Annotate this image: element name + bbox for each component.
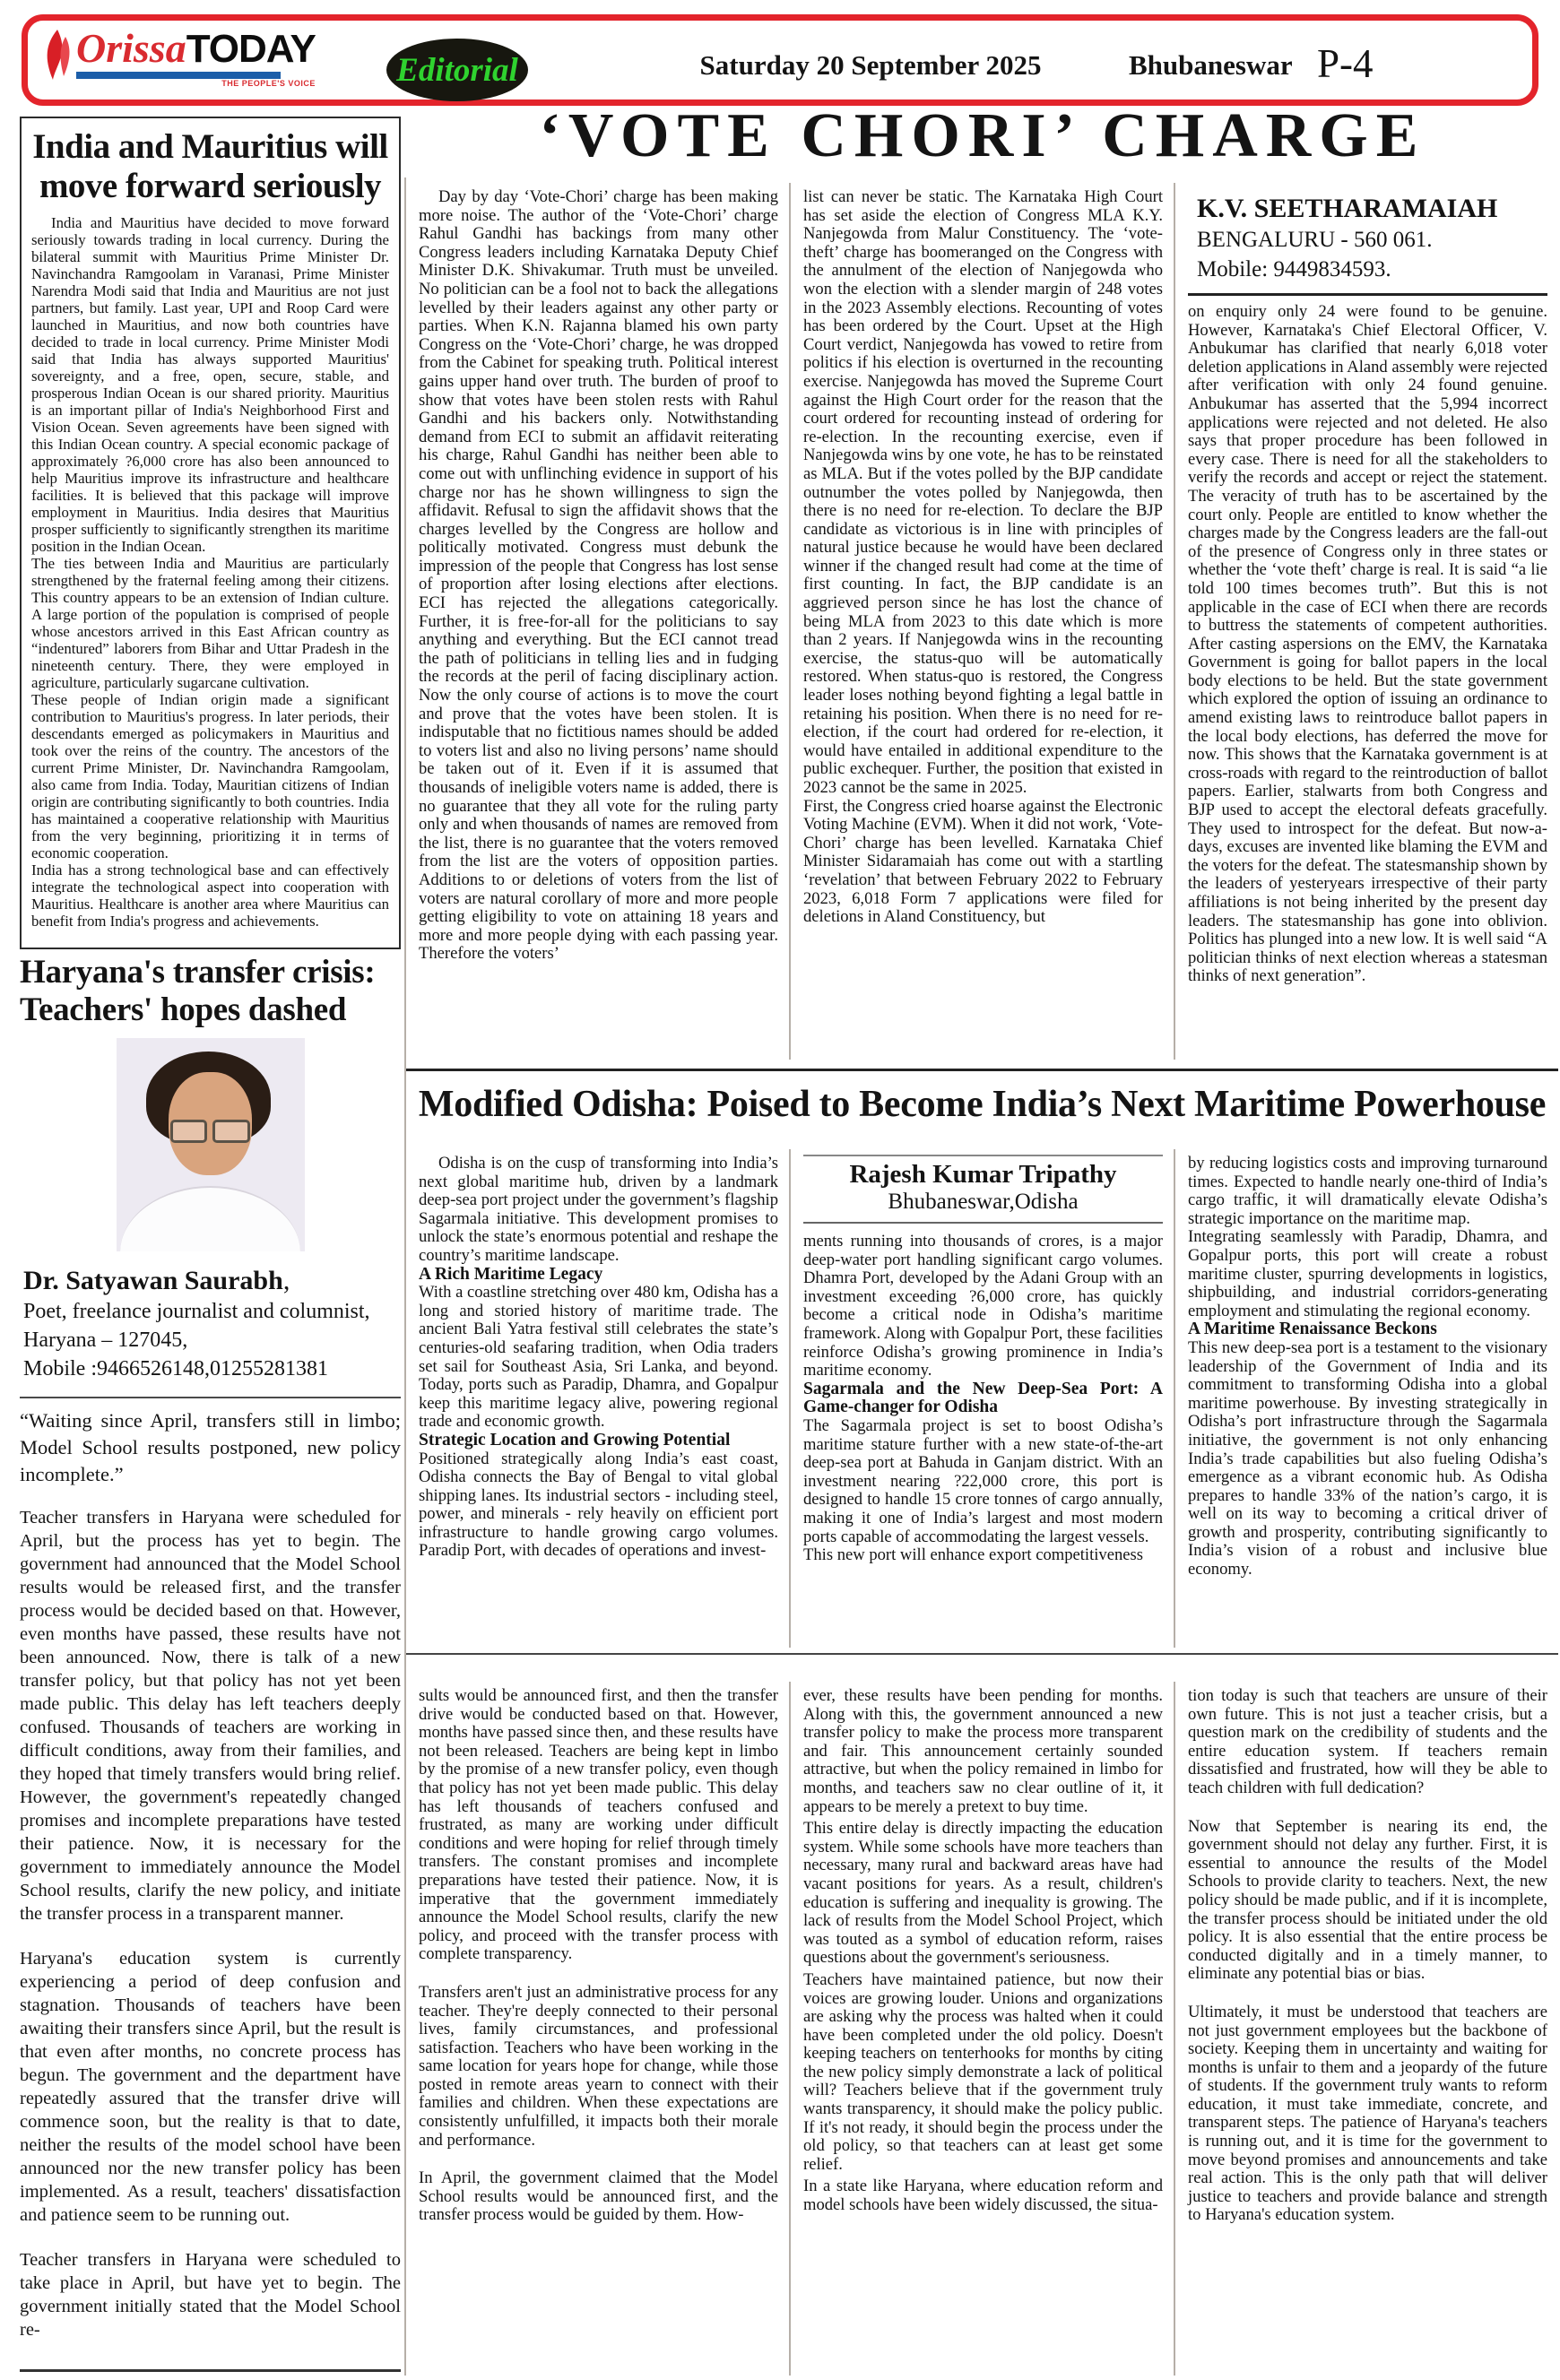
author-details [20,1298,401,1384]
paragraph: Odisha is on the cusp of transforming into India’s next global maritime hub, driven by a landmark deep-sea port project under the government’s flagship Sagarmala initiative. This development promises to unlock the state’s enormous potential and reshape the country’s maritime landscape. [419,1154,778,1265]
mauritius-article-title: India and Mauritius will move forward seriously [32,127,388,205]
haryana-article-title: Haryana's transfer crisis: Teachers' hopes dashed [20,954,376,1029]
paragraph: First, the Congress cried hoarse against the Electronic Voting Machine (EVM). When it did not work, ‘Vote-Chori’ charge has been levelled. Karnataka Chief Minister Sidaramaiah has come out with a startling ‘revelation’ that between February 2022 to February 2023, 6,018 Form 7 applications were filed for deletions in Aland Constituency, but [803,796,1163,927]
photo-shirt-shape [120,1186,301,1251]
section-subhead: Strategic Location and Growing Potential [419,1430,731,1450]
paragraph: With a coastline stretching over 480 km, Odisha has a long and storied history of maritime trade. The ancient Bali Yatra festival still celebrates the state’s centuries-old seafaring tradition, when Odia traders set sail for Southeast Asia, Sri Lanka, and beyond. Today, ports such as Paradip, Dhamra, and Gopalpur keep this maritime legacy alive, powering regional trade and economic growth. [419,1283,778,1432]
paragraph: Now that September is nearing its end, the government should not delay any further. First, it is essential to announce the results of the Model Schools to provide clarity to teachers. Next, the new policy should be made public, and if it is incomplete, the transfer process should be initiated under the old policy. It is also essential that the entire process be conducted digitally and in a timely manner, to eliminate any potential bias or bias. [1188,1816,1547,1984]
odisha-headline: Modified Odisha: Poised to Become India’s Next Maritime Powerhouse [418,1084,1547,1125]
bottom-col-1 [406,1682,789,2376]
odisha-byline-box [803,1155,1163,1224]
odisha-col-1 [406,1149,789,1648]
paragraph: This new deep-sea port is a testament to the visionary leadership of the Government of India and its commitment to transforming Odisha into a global maritime powerhouse. By investing strategically in Odisha’s port infrastructure through the Sagarmala initiative, the government is not only enhancing India’s trade capabilities but also fueling Odisha’s emergence as a vibrant economic hub. As Odisha prepares to handle 33% of the nation’s cargo, it is well on its way to becoming a critical driver of growth and prosperity, contributing significantly to India’s vision of a robust and inclusive blue economy. [1188,1337,1547,1579]
paragraph: In a state like Haryana, where education reform and model schools have been widely discussed, the situa- [803,2177,1163,2215]
paragraph: Transfers aren't just an administrative process for any teacher. They're deeply connected to their personal lives, family circumstances, and professional satisfaction. Teachers who have been working in the same location for years hope for change, while those posted in remote areas yearn to connect with their families and children. When these expectations are consistently unfulfilled, it impacts both their morale and performance. [419,1982,778,2150]
logo-underline-bar [76,72,281,79]
paragraph: Teachers have maintained patience, but now their voices are growing louder. Unions and organizations are asking why the process was halted when it could have been completed under the old policy. Doesn't keeping teachers on tenterhooks for months by citing the new policy simply demonstrate a lack of political will? Teachers believe that if the government truly wants transparency, it should make the policy public. If it's not ready, it should begin the process under the old policy, so that teachers can at least get some relief. [803,1969,1163,2174]
bottom-columns [406,1682,1558,2376]
bottom-col-3 [1174,1682,1558,2376]
odisha-byline-place: Bhubaneswar,Odisha [888,1190,1079,1214]
logo-wordmark [76,25,316,71]
contributor-mobile: Mobile: 9449834593. [1197,256,1391,281]
mauritius-article-body [31,214,389,930]
bottom-section-rule [406,1653,1558,1655]
vote-chori-columns [406,183,1558,1060]
paragraph: Teacher transfers in Haryana were scheduled to take place in April, but have yet to begin. The government initially stated that the Model School re- [20,2250,401,2341]
paragraph: Haryana's education system is currently experiencing a period of deep confusion and stagnation. Thousands of teachers have been awaiting their transfers since April, but the result is that even after months, no concrete process has begun. The government and the department have repeatedly assured that the transfer drive will commence soon, but the reality is that to date, neither the results of the model school have been announced nor the new transfer policy has been implemented. As a result, teachers' dissatisfaction and patience seem to be running out. [20,1949,401,2226]
paragraph: Ultimately, it must be understood that teachers are not just government employees but the backbone of society. Keeping them in uncertainty and waiting for months is unfair to them and a jeopardy of the future of students. If the government truly wants to reform education, it must take immediate, concrete, and transparent steps. The patience of Haryana's teachers is running out, and it is time for the government to move beyond promises and announcements and take real action. This is the only path that will deliver justice to teachers and provide balance and strength to Haryana's education system. [1188,2002,1547,2225]
page-number: P-4 [1317,41,1374,86]
divider-rule [20,1397,401,1398]
paragraph: India and Mauritius have decided to move forward seriously towards trading in local currency. During the bilateral summit with Mauritius Prime Minister Dr. Navinchandra Ramgoolam in Varanasi, Prime Minister Narendra Modi said that India and Mauritius are not just partners, but family. Last year, UPI and Roop Card were launched in Mauritius, and now both countries have decided to trade in local currency. Prime Minister Modi said that India has always supported Mauritius' sovereignty, and a free, open, secure, stable, and prosperous Indian Ocean is our shared priority. Mauritius is an important pillar of India's Neighborhood First and Vision Ocean. Seven agreements have been signed with this Indian Ocean country. A special economic package of approximately ?6,000 crore has also been announced to help Mauritius improve its infrastructure and healthcare facilities. It is believed that this package will improve employment in Mauritius. India desires that Mauritius prosper sufficiently to significantly strengthen its maritime position in the Indian Ocean. [31,214,389,556]
paragraph: ever, these results have been pending for months. Along with this, the government announced a new transfer policy to make the process more transparent and fair. This announcement certainly sounded attractive, but when the policy remained in limbo for months, and teachers saw no clear outline of it, it appears to be merely a pretext to buy time. [803,1686,1163,1816]
contributor-city: BENGALURU - 560 061. [1197,228,1433,252]
contributor-name: K.V. SEETHARAMAIAH [1197,194,1498,223]
paragraph: Day by day ‘Vote-Chori’ charge has been making more noise. The author of the ‘Vote-Chori’ charge Rahul Gandhi has backings from many other Congress leaders including Karnataka Deputy Chief Minister D.K. Shivakumar. Truth must be unveiled. No politician can be a fool not to back the allegations levelled by their leaders against any other party or parties. When K.N. Rajanna blamed his own party Congress on the ‘Vote-Chori’ charge, he was dropped from the Cabinet for speaking truth. Political interest gains upper hand over truth. The burden of proof to show that votes have been stolen rests with Rahul Gandhi and his backers only. Notwithstanding demand from ECI to submit an affidavit reiterating his charge, Rahul Gandhi has neither been able to come out with unflinching evidence in support of his charge nor has he shown willingness to sign the affidavit. Refusal to sign the affidavit shows that the charges levelled by the Congress are hollow and politically motivated. Congress must debunk the impression of the people that Congress has lost sense of proportion after losing elections after elections. ECI has rejected the allegations categorically. Further, it is free-for-all for the politicians to say anything and everything. But the ECI cannot tread the path of politicians in telling lies and in fudging the records at the peril of facing disciplinary action. Now the only course of actions is to move the court and prove that the votes have been stolen. It is indisputable that no fictitious names should be added to voters list and also no living persons’ name should be taken out of it. Even if it is assumed that thousands of ineligible voters name is added, there is no guarantee that they all vote for the ruling party only and when thousands of names are removed from the list, there is no guarantee that the voters removed from the list are the voters of opposition parties. Additions to or deletions of voters from the list of voters are natural corollary of more and more people getting eligibility to vote on attaining 18 years and more and more people dying with each passing year. Therefore the voters’ [419,187,778,964]
author-detail-line: Poet, freelance journalist and columnist, [23,1300,370,1324]
odisha-byline-name: Rajesh Kumar Tripathy [849,1160,1117,1189]
paragraph: list can never be static. The Karnataka High Court has set aside the election of Congress MLA K.Y. Nanjegowda from Malur Constituency. The ‘vote-theft’ charge has boomeranged on the Congress with the annulment of the election of Nanjegowda who won the election with a slender margin of 248 votes in the 2023 Assembly elections. Recounting of votes has been ordered by the Court. Upset at the High Court verdict, Nanjegowda has vowed to retire from politics if his election is overturned in the recounting exercise. Nanjegowda has moved the Supreme Court against the High Court order for the reason that the court ordered for recounting instead of ordering for re-election. In the recounting exercise, even if Nanjegowda wins by one vote, he has to be reinstated as MLA. But if the votes polled by the BJP candidate outnumber the votes polled by Nanjegowda, then there is no need for re-election. To declare the BJP candidate as victorious is in line with principles of natural justice because he would have been declared winner if the changed result had come at the time of first counting. In fact, the BJP candidate is an aggrieved person since he has lost the chance of being MLA from 2023 to this date which is more than 2 years. If Nanjegowda wins in the recounting exercise, the status-quo will be automatically restored. When status-quo is restored, the Congress leader loses nothing beyond fighting a legal battle in retaining his position. When there is no need for re-election, if the court had ordered for re-election, it would have entailed in additional expenditure to the public exchequer. Further, the position that existed in 2023 cannot be the same in 2025. [803,187,1163,797]
section-subhead: Sagarmala and the New Deep-Sea Port: A Game-changer for Odisha [803,1379,1163,1417]
section-subhead: A Rich Maritime Legacy [419,1264,603,1284]
vote-chori-col-2 [789,183,1174,1060]
left-column-bottom-rule [20,2369,401,2372]
paragraph: Integrating seamlessly with Paradip, Dhamra, and Gopalpur ports, this port will create a robust maritime cluster, spurring developments in logistics, shipbuilding, and industrial corridors-generating employment and stimulating the regional economy. [1188,1227,1547,1320]
paragraph: India has a strong technological base and can effectively integrate the technological aspect into cooperation with Mauritius. Healthcare is another area where Mauritius can benefit from India's progress and achievements. [31,861,389,930]
author-name: Dr. Satyawan Saurabh, [23,1266,290,1296]
photo-glasses-shape [170,1120,249,1143]
logo-bold-text: TODAY [186,27,316,71]
vote-chori-col-3-body [1188,303,1547,986]
haryana-article [20,954,401,2368]
vote-chori-col-3 [1174,183,1558,1060]
odisha-col-3 [1174,1149,1558,1648]
paragraph: Teacher transfers in Haryana were scheduled for April, but the process has yet to begin. The government had announced that the Model School results would be released first, and the transfer process would be decided based on that. However, even months have passed, these results have not been announced. Now, there is talk of a new transfer policy, but that policy has not yet been made public. This delay has left teachers deeply confused. Thousands of teachers are working in difficult conditions, away from their families, and they hoped that timely transfers would bring relief. However, the government's repeatedly changed promises and incomplete preparations have tested their patience. Now, it is necessary for the government to immediately announce the Model School results, clarify the new policy, and initiate the transfer process in a transparent manner. [20,1508,401,1925]
mauritius-article-box [20,117,401,949]
main-headline: ‘VOTE CHORI’ CHARGE [539,101,1426,170]
author-detail-line: Mobile :9466526148,01255281381 [23,1357,328,1381]
paragraph: tion today is such that teachers are unsure of their own future. This is not just a teacher crisis, but a question mark on the credibility of students and the entire education system. If teachers remain dissatisfied and frustrated, how will they be able to teach children with full dedication? [1188,1686,1547,1797]
paragraph: sults would be announced first, and then the transfer drive would be conducted based on that. However, months have passed since then, and these results have not been released. Teachers are being kept in limbo by the promise of a new transfer policy, even though that policy has not yet been made public. This delay has left thousands of teachers confused and frustrated, as many are working under difficult conditions and were hoping for relief through timely transfers. The constant promises and incomplete preparations have tested their patience. Now, it is imperative that the government immediately announce the Model School results, clarify the new policy, and proceed with the transfer process with complete transparency. [419,1686,778,1964]
odisha-col-2-body [803,1233,1163,1565]
bottom-col-2 [789,1682,1174,2376]
logo-script-text: Orissa [76,25,186,71]
haryana-article-body [20,1506,401,2341]
vote-chori-col-1 [406,183,789,1060]
issue-date: Saturday 20 September 2025 [699,49,1042,81]
edition-city: Bhubaneswar [1129,49,1293,81]
section-divider-rule [406,1069,1558,1071]
paragraph: These people of Indian origin made a significant contribution to Mauritius's progress. In later periods, their descendants emerged as policymakers in Mauritius and took over the reins of the country. The ancestors of the current Prime Minister, Dr. Navinchandra Ramgoolam, also came from India. Today, Mauritian citizens of Indian origin are contributing significantly to both countries. India has maintained a cooperative relationship with Mauritius from the very beginning, prioritizing it in terms of economic cooperation. [31,691,389,862]
paragraph: This entire delay is directly impacting the education system. While some schools have more teachers than necessary, many rural and backward areas have had vacant positions for years. As a result, children's education is suffering and inequality is growing. The lack of results from the Model School Project, which was touted as a symbol of education reform, raises questions about the government's seriousness. [803,1819,1163,1968]
paragraph: on enquiry only 24 were found to be genuine. However, Karnataka's Chief Electoral Officer, V. Anbukumar has clarified that nearly 6,018 voter deletion applications in Aland assembly were rejected after verification with only 24 found genuine. Anbukumar has asserted that the 5,994 incorrect applications were rejected and not deleted. He also says that proper procedure has been followed in every case. There is need for all the stakeholders to verify the records and accept or reject the statement. The veracity of truth has to be ascertained by the court only. People are entitled to know whether the charges made by the Congress leaders are the fall-out of the presence of Congress only in three states or whether the ‘vote theft’ charge is real. It is said “a lie told 100 times becomes truth”. But this is not applicable in the case of ECI when there are records to buttress the statements of competent authorities. After casting aspersions on the EMV, the Karnataka Government is going for ballot papers in the local body elections to be held. But the state government which explored the option of issuing an ordinance to amend existing laws to reintroduce ballot papers in the local body elections, has deferred the move for now. This shows that the Karnataka government is at cross-roads with regard to the reintroduction of ballot papers. Earlier, stalwarts from both Congress and BJP used to accept the electoral defeats gracefully. They used to introspect for the defeat. But now-a-days, excuses are invented like blaming the EVM and the voters for the defeat. The statesmanship shown by the leaders of yesteryears irrespective of their party affiliations is not being inherited by the present day leaders. The statesmanship has gone into oblivion. Politics has plunged into a new low. It is well said “A politician thinks of next election whereas a statesman thinks of next generation”. [1188,302,1547,986]
logo-tagline: THE PEOPLE'S VOICE [221,79,316,88]
odisha-columns [406,1149,1558,1648]
newspaper-logo [42,25,316,88]
author-photo [117,1038,305,1251]
paragraph: In April, the government claimed that the Model School results would be announced first, and the transfer process would be guided by them. How- [419,2168,778,2225]
paragraph: ments running into thousands of crores, is a major deep-water port handling significant cargo volumes. Dhamra Port, developed by the Adani Group with an investment exceeding ?6,000 crore, has quickly become a critical node in Odisha’s maritime framework. Along with Gopalpur Port, these facilities reinforce Odisha’s growing prominence in India’s maritime economy. [803,1232,1163,1380]
section-subhead: A Maritime Renaissance Beckons [1188,1320,1437,1339]
byline-rule [1188,293,1547,296]
paragraph: The ties between India and Mauritius are particularly strengthened by the fraternal feeling among their citizens. This country appears to be an extension of Indian culture. A large portion of the population is comprised of people whose ancestors arrived in this East African country as “indentured” laborers from Bihar and Uttar Pradesh in the nineteenth century. There, they were employed in agriculture, particularly sugarcane cultivation. [31,555,389,692]
pull-quote: “Waiting since April, transfers still in limbo; Model School results postponed, new policy incomplete.” [20,1409,401,1486]
flame-icon [42,28,73,88]
editorial-badge [386,39,528,101]
author-detail-line: Haryana – 127045, [23,1328,188,1353]
odisha-col-2 [789,1149,1174,1648]
paragraph: This new port will enhance export competitiveness [803,1545,1144,1565]
editorial-badge-label: Editorial [396,51,518,89]
paragraph: The Sagarmala project is set to boost Odisha’s maritime stature further with a new state-of-the-art deep-sea port at Bahuda in Ganjam district. With an investment nearing ?22,000 crore, this port is designed to handle 15 crore tonnes of cargo annually, making it one of India’s largest and most modern ports capable of accommodating the largest vessels. [803,1415,1163,1546]
masthead [22,14,1538,106]
paragraph: by reducing logistics costs and improving turnaround times. Expected to handle nearly one-third of India’s cargo traffic, it will dramatically elevate Odisha’s strategic importance on the maritime map. [1188,1154,1547,1228]
paragraph: Positioned strategically along India’s east coast, Odisha connects the Bay of Bengal to vital global shipping lanes. Its industrial sectors - including steel, power, and minerals - rely heavily on efficient port infrastructure to handle growing cargo volumes. Paradip Port, with decades of operations and invest- [419,1449,778,1561]
